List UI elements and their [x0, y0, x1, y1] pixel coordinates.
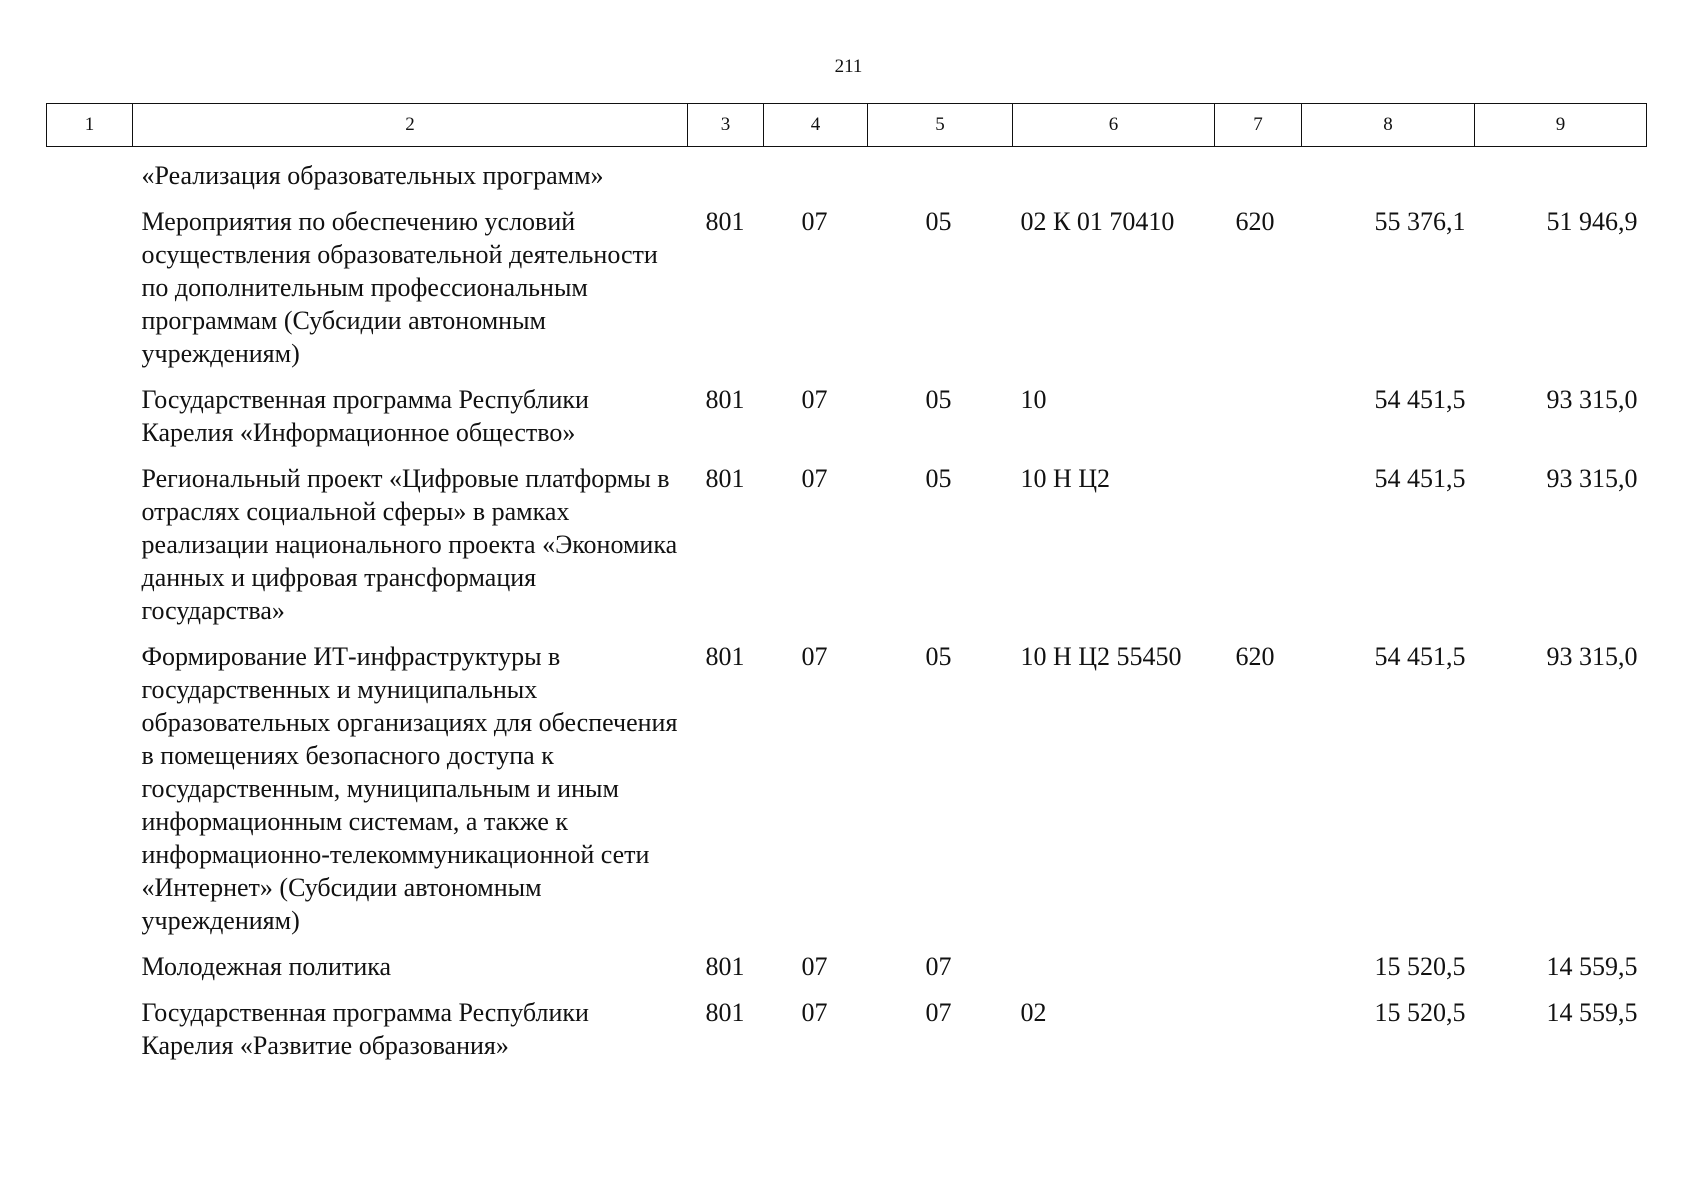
admin-code: 801 [705, 385, 745, 414]
expense-type-code: 620 [1235, 207, 1275, 236]
row-number-cell [47, 462, 133, 640]
amount-col-9: 93 315,0 [1546, 464, 1638, 493]
row-number-cell [47, 950, 133, 996]
target-article-code: 10 [1020, 385, 1047, 414]
section-code: 07 [801, 385, 828, 414]
subsection-code: 07 [925, 998, 952, 1027]
amount-col-9: 51 946,9 [1546, 207, 1638, 236]
admin-code: 801 [705, 952, 745, 981]
admin-code: 801 [705, 207, 745, 236]
row-number-cell [47, 205, 133, 383]
table-row [47, 205, 1647, 383]
expense-type-code [1215, 147, 1302, 206]
table-row [47, 383, 1647, 462]
item-name: Формирование ИТ-инфраструктуры в государственных и муниципальных образовательных организациях для обеспечения в помещениях безопасного доступа к государственным, муниципальным и иным информационным системам, а также к информационно-телекоммуникационной сети «Интернет» (Субсидии автономным учреждениям) [141, 642, 678, 935]
subsection-code: 05 [925, 207, 952, 236]
column-header-1: 1 [47, 104, 133, 147]
section-code: 07 [801, 642, 828, 671]
table-row [47, 996, 1647, 1075]
column-header-6: 6 [1013, 104, 1215, 147]
expense-type-code [1215, 462, 1302, 640]
expense-type-code [1215, 996, 1302, 1075]
column-header-8: 8 [1302, 104, 1475, 147]
column-header-5: 5 [868, 104, 1013, 147]
subsection-code: 05 [925, 464, 952, 493]
row-number-cell [47, 640, 133, 950]
target-article-code: 02 [1020, 998, 1047, 1027]
amount-col-9: 93 315,0 [1546, 385, 1638, 414]
column-header-7: 7 [1215, 104, 1302, 147]
page-number: 211 [834, 56, 863, 77]
section-code: 07 [801, 952, 828, 981]
table-row [47, 640, 1647, 950]
item-name: Государственная программа Республики Карелия «Информационное общество» [141, 385, 589, 447]
target-article-code: 10 Н Ц2 55450 [1020, 642, 1182, 671]
target-article-code [1013, 147, 1215, 206]
amount-col-9: 14 559,5 [1546, 998, 1638, 1027]
section-code [764, 147, 868, 206]
column-header-9: 9 [1475, 104, 1647, 147]
amount-col-8: 15 520,5 [1374, 952, 1466, 981]
subsection-code: 05 [925, 385, 952, 414]
amount-col-8: 15 520,5 [1374, 998, 1466, 1027]
item-name: «Реализация образовательных программ» [141, 161, 604, 190]
admin-code: 801 [705, 642, 745, 671]
target-article-code: 10 Н Ц2 [1020, 464, 1111, 493]
target-article-code: 02 К 01 70410 [1020, 207, 1175, 236]
table-row [47, 950, 1647, 996]
table-row [47, 147, 1647, 206]
table-header [47, 104, 1647, 147]
item-name: Региональный проект «Цифровые платформы в отраслях социальной сферы» в рамках реализации национального проекта «Экономика данных и цифровая трансформация государства» [141, 464, 678, 625]
amount-col-8: 54 451,5 [1374, 385, 1466, 414]
admin-code [688, 147, 764, 206]
item-name: Государственная программа Республики Карелия «Развитие образования» [141, 998, 589, 1060]
section-code: 07 [801, 207, 828, 236]
table-row [47, 462, 1647, 640]
expense-type-code [1215, 383, 1302, 462]
amount-col-8 [1302, 147, 1475, 206]
item-name: Мероприятия по обеспечению условий осуществления образовательной деятельности по дополнительным профессиональным программам (Субсидии автономным учреждениям) [141, 207, 658, 368]
budget-table [46, 103, 1647, 1075]
item-name: Молодежная политика [141, 952, 392, 981]
amount-col-9 [1475, 147, 1647, 206]
expense-type-code: 620 [1235, 642, 1275, 671]
subsection-code: 07 [925, 952, 952, 981]
amount-col-9: 14 559,5 [1546, 952, 1638, 981]
target-article-code [1013, 950, 1215, 996]
section-code: 07 [801, 464, 828, 493]
column-header-4: 4 [764, 104, 868, 147]
amount-col-9: 93 315,0 [1546, 642, 1638, 671]
amount-col-8: 55 376,1 [1374, 207, 1466, 236]
amount-col-8: 54 451,5 [1374, 464, 1466, 493]
row-number-cell [47, 147, 133, 206]
section-code: 07 [801, 998, 828, 1027]
header-row [47, 104, 1647, 147]
admin-code: 801 [705, 464, 745, 493]
column-header-3: 3 [688, 104, 764, 147]
admin-code: 801 [705, 998, 745, 1027]
expense-type-code [1215, 950, 1302, 996]
row-number-cell [47, 996, 133, 1075]
row-number-cell [47, 383, 133, 462]
subsection-code [868, 147, 1013, 206]
table-body [47, 147, 1647, 1076]
amount-col-8: 54 451,5 [1374, 642, 1466, 671]
column-header-2: 2 [133, 104, 688, 147]
subsection-code: 05 [925, 642, 952, 671]
